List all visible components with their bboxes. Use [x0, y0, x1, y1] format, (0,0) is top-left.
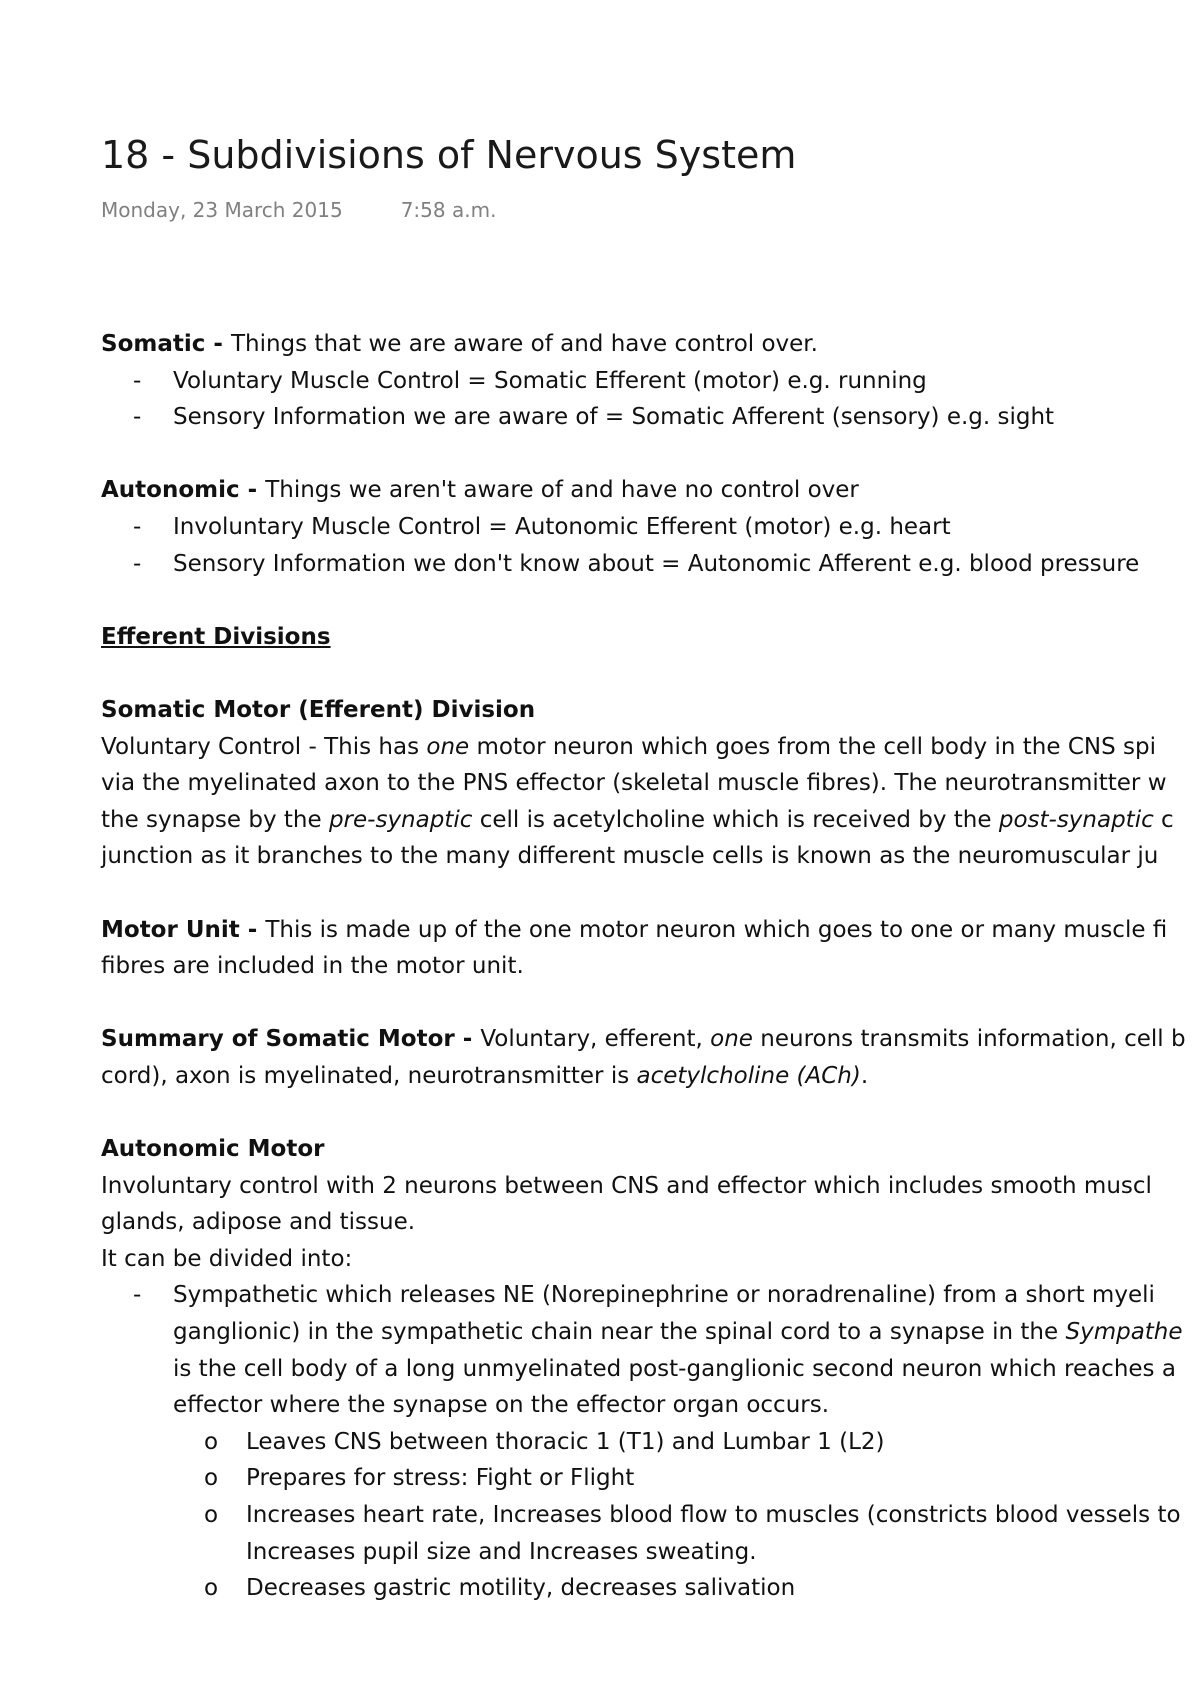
emphasis: one — [426, 733, 470, 760]
date: Monday, 23 March 2015 — [101, 198, 343, 222]
list-item: - Sympathetic which releases NE (Norepinephrine or noradrenaline) from a short myeli — [101, 1277, 1200, 1314]
time: 7:58 a.m. — [400, 198, 497, 222]
text-run: c — [1153, 806, 1174, 833]
somatic-motor-line-2: via the myelinated axon to the PNS effector (skeletal muscle fibres). The neurotransmitter w — [101, 770, 1167, 797]
somatic-text: Things that we are aware of and have control over. — [230, 331, 818, 357]
efferent-heading-text: Efferent Divisions — [101, 623, 331, 650]
note-body — [101, 326, 1200, 1607]
sub-list-item: o Increases heart rate, Increases blood flow to muscles (constricts blood vessels to — [101, 1497, 1200, 1534]
autonomic-motor-line-1: Involuntary control with 2 neurons between CNS and effector which includes smooth muscl — [101, 1172, 1152, 1199]
summary-line-1 — [101, 1021, 1200, 1058]
autonomic-motor-line-2: glands, adipose and tissue. — [101, 1209, 416, 1236]
somatic-motor-line-4: junction as it branches to the many different muscle cells is known as the neuromuscular ju — [101, 843, 1159, 870]
autonomic-paragraph — [101, 472, 1200, 509]
list-item: - Voluntary Muscle Control = Somatic Efferent (motor) e.g. running — [101, 363, 1200, 400]
somatic-label: Somatic - — [101, 331, 231, 357]
emphasis: one — [710, 1026, 753, 1053]
text-run: cord), axon is myelinated, neurotransmitter is — [101, 1062, 637, 1089]
list-item: - Involuntary Muscle Control = Autonomic Efferent (motor) e.g. heart — [101, 509, 1200, 546]
motor-unit-line-1 — [101, 912, 1200, 949]
text-run: This is made up of the one motor neuron which goes to one or many muscle fi — [265, 916, 1168, 943]
page-title: 18 - Subdivisions of Nervous System — [101, 133, 797, 177]
list-item-continuation: is the cell body of a long unmyelinated post-ganglionic second neuron which reaches a — [173, 1355, 1176, 1382]
somatic-motor-line-3 — [101, 802, 1200, 839]
summary-label: Summary of Somatic Motor - — [101, 1026, 481, 1053]
motor-unit-line-2: fibres are included in the motor unit. — [101, 953, 524, 980]
text-run: neurons transmits information, cell b — [752, 1026, 1186, 1053]
autonomic-motor-heading-text: Autonomic Motor — [101, 1136, 325, 1163]
somatic-motor-heading-text: Somatic Motor (Efferent) Division — [101, 696, 536, 723]
date-line — [101, 198, 496, 222]
sub-list-item: o Leaves CNS between thoracic 1 (T1) and Lumbar 1 (L2) — [101, 1424, 1200, 1461]
text-run: the synapse by the — [101, 806, 329, 833]
text-run: Voluntary Control - This has — [101, 733, 427, 760]
somatic-motor-line-1 — [101, 729, 1200, 766]
emphasis: pre-synaptic — [328, 806, 473, 833]
motor-unit-label: Motor Unit - — [101, 916, 266, 943]
emphasis: acetylcholine (ACh) — [636, 1062, 861, 1089]
text-run: ganglionic) in the sympathetic chain near the spinal cord to a synapse in the — [173, 1319, 1066, 1346]
text-run: motor neuron which goes from the cell body in the CNS spi — [469, 733, 1156, 760]
text-run: cell is acetylcholine which is received by the — [472, 806, 999, 833]
efferent-divisions-heading — [101, 619, 1200, 656]
autonomic-motor-line-3: It can be divided into: — [101, 1245, 353, 1272]
sub-list-item-continuation: Increases pupil size and Increases sweating. — [246, 1538, 757, 1565]
autonomic-label: Autonomic - — [101, 477, 266, 504]
sub-list-item: o Decreases gastric motility, decreases salivation — [101, 1570, 1200, 1607]
autonomic-motor-heading — [101, 1131, 1200, 1168]
sub-list-item: o Prepares for stress: Fight or Flight — [101, 1460, 1200, 1497]
list-item: - Sensory Information we don't know about = Autonomic Afferent e.g. blood pressure — [101, 546, 1200, 583]
autonomic-text: Things we aren't aware of and have no control over — [265, 477, 859, 504]
emphasis: post-synaptic — [998, 806, 1154, 833]
somatic-paragraph — [101, 326, 1200, 363]
list-item-continuation — [101, 1314, 1200, 1351]
somatic-motor-heading — [101, 692, 1200, 729]
list-item-continuation: effector where the synapse on the effector organ occurs. — [173, 1392, 830, 1419]
text-run: . — [860, 1062, 869, 1089]
list-item: - Sensory Information we are aware of = Somatic Afferent (sensory) e.g. sight — [101, 399, 1200, 436]
emphasis: Sympathe — [1065, 1319, 1183, 1346]
text-run: Voluntary, efferent, — [480, 1026, 711, 1053]
summary-line-2 — [101, 1058, 1200, 1095]
